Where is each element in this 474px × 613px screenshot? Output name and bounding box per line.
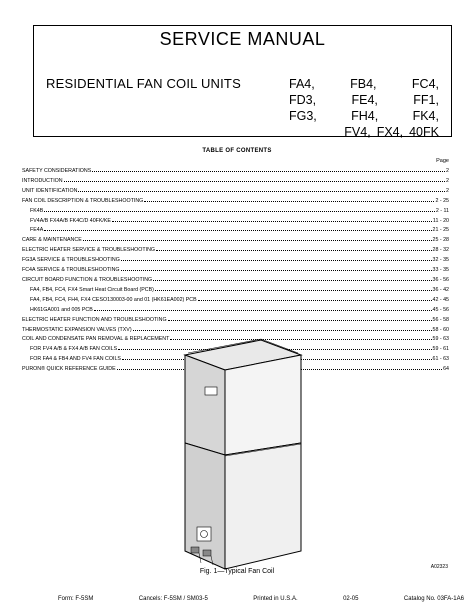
toc-entry-page: 64 [443, 366, 449, 373]
model-code: FG3, [289, 109, 317, 123]
model-code: FF1, [413, 93, 439, 107]
header-box [33, 25, 452, 137]
model-code: FD3, [289, 93, 317, 107]
toc-entry-label: THERMOSTATIC EXPANSION VALVES (TXV) [22, 326, 132, 333]
toc-entry-label: FK4B [30, 207, 44, 214]
model-list [289, 76, 439, 140]
toc-entry-label: INTRODUCTION [22, 177, 63, 184]
toc-entry-page: 2 [446, 187, 449, 194]
toc-page-label: Page [436, 158, 449, 164]
toc-entry-label: COIL AND CONDENSATE PAN REMOVAL & REPLACEMENT [22, 336, 170, 343]
toc-entry-label: CARE & MAINTENANCE [22, 237, 82, 244]
toc-entry [22, 305, 449, 315]
toc-entry-label: ELECTRIC HEATER SERVICE & TROUBLESHOOTING [22, 247, 156, 254]
toc-entry [22, 186, 449, 196]
toc-entry [22, 325, 449, 335]
toc-leader-dots [44, 206, 435, 212]
toc-leader-dots [155, 285, 432, 291]
model-code: FV4, [344, 125, 371, 139]
model-code: FC4, [411, 77, 439, 91]
toc-entry-label: PURON® QUICK REFERENCE GUIDE [22, 366, 116, 373]
toc-entry [22, 166, 449, 176]
footer-catalog: Catalog No. 03FA-1A6 [403, 596, 464, 602]
toc-leader-dots [156, 245, 431, 251]
toc-entry-page: 36 - 42 [432, 286, 449, 293]
fan-coil-illustration [163, 337, 313, 572]
toc-entry-page: 36 - 56 [432, 276, 449, 283]
document-subtitle: RESIDENTIAL FAN COIL UNITS [46, 76, 241, 91]
figure-caption: Fig. 1—Typical Fan Coil [199, 568, 275, 575]
toc-entry-label: FV4A/B FX4A/B FK4C/D 40FK/KE [30, 217, 111, 224]
toc-entry-page: 2 - 11 [435, 207, 449, 214]
toc-entry-page: 59 - 61 [432, 346, 449, 353]
toc-entry-page: 21 - 25 [432, 227, 449, 234]
model-code: FB4, [350, 77, 377, 91]
toc-entry [22, 206, 449, 216]
toc-entry-label: FC4A SERVICE & TROUBLESHOOTING [22, 267, 120, 274]
footer-cancels: Cancels: F-5SM / SM03-5 [138, 596, 208, 602]
toc-entry-label: FA4, FB4, FC4, FH4, FX4 CESO130003-00 and 01 (HK61EA002) PCB [30, 296, 197, 303]
toc-entry [22, 225, 449, 235]
toc-leader-dots [133, 325, 432, 331]
model-row [289, 92, 439, 108]
toc-entry [22, 315, 449, 325]
model-code: FA4, [289, 77, 315, 91]
toc-entry-label: FE4A [30, 227, 44, 234]
toc-entry [22, 235, 449, 245]
toc-entry-label: FOR FA4 & FB4 AND FV4 FAN COILS [30, 356, 121, 363]
toc-entry-page: 56 - 58 [432, 316, 449, 323]
toc-entry-label: FA4, FB4, FC4, FX4 Smart Heat Circuit Board (PCB) [30, 286, 154, 293]
model-code: FH4, [351, 109, 379, 123]
toc-entry-page: 59 - 63 [432, 336, 449, 343]
toc-entry [22, 196, 449, 206]
footer-form: Form: F-5SM [58, 596, 94, 602]
toc-leader-dots [94, 305, 432, 311]
toc-entry-page: 61 - 63 [432, 356, 449, 363]
toc-entry-label: UNIT IDENTIFICATION [22, 187, 78, 194]
toc-leader-dots [92, 166, 445, 172]
toc-entry-label: FG3A SERVICE & TROUBLESHOOTING [22, 257, 120, 264]
model-code: 40FK [409, 125, 439, 139]
toc-entry-label: FOR FV4 A/B & FX4 A/B FAN COILS [30, 346, 118, 353]
toc-entry-page: 2 [446, 177, 449, 184]
model-row [289, 108, 439, 124]
toc-leader-dots [121, 255, 432, 261]
toc-entry-page: 58 - 60 [432, 326, 449, 333]
figure-reference: A02323 [430, 564, 448, 570]
toc-entry-label: SAFETY CONSIDERATIONS [22, 168, 92, 174]
model-row [289, 76, 439, 92]
document-title: SERVICE MANUAL [159, 29, 326, 49]
toc-leader-dots [112, 216, 432, 222]
toc-entry [22, 285, 449, 295]
model-row [289, 124, 439, 140]
toc-leader-dots [198, 295, 432, 301]
toc-leader-dots [144, 196, 434, 202]
toc-leader-dots [64, 176, 445, 182]
model-code: FK4, [412, 109, 439, 123]
toc-entry [22, 245, 449, 255]
toc-entry [22, 216, 449, 226]
toc-entry-page: 11 - 20 [432, 217, 449, 224]
toc-entry-page: 25 - 28 [432, 237, 449, 244]
toc-entry [22, 275, 449, 285]
toc-entry [22, 295, 449, 305]
toc-title: TABLE OF CONTENTS [202, 148, 272, 154]
toc-entry-page: 33 - 35 [432, 267, 449, 274]
toc-leader-dots [44, 225, 431, 231]
footer [58, 596, 464, 602]
toc-leader-dots [83, 235, 432, 241]
model-code: FE4, [351, 93, 378, 107]
toc-entry-page: 45 - 56 [432, 306, 449, 313]
toc-entry [22, 255, 449, 265]
toc-entry-label: CIRCUIT BOARD FUNCTION & TROUBLESHOOTING [22, 276, 153, 283]
toc-entry-label: FAN COIL DESCRIPTION & TROUBLESHOOTING [22, 197, 144, 204]
toc-entry [22, 176, 449, 186]
model-code: FX4, [376, 125, 404, 139]
footer-printed: Printed in U.S.A. [253, 596, 298, 602]
toc-entry-page: 2 - 25 [435, 197, 449, 204]
toc-entry-page: 32 - 35 [432, 257, 449, 264]
toc-entry-page: 42 - 45 [432, 296, 449, 303]
toc-entry [22, 265, 449, 275]
footer-date: 02-05 [343, 596, 359, 602]
toc-leader-dots [153, 275, 431, 281]
toc-entry-label: ELECTRIC HEATER FUNCTION AND TROUBLESHOOTING [22, 316, 167, 323]
toc-leader-dots [121, 265, 432, 271]
toc-leader-dots [168, 315, 432, 321]
toc-leader-dots [78, 186, 445, 192]
toc-entry-page: 28 - 32 [432, 247, 449, 254]
toc-entry-label: HK61GA001 and 005 PCB [30, 306, 93, 313]
toc-entry-page: 2 [446, 168, 449, 174]
